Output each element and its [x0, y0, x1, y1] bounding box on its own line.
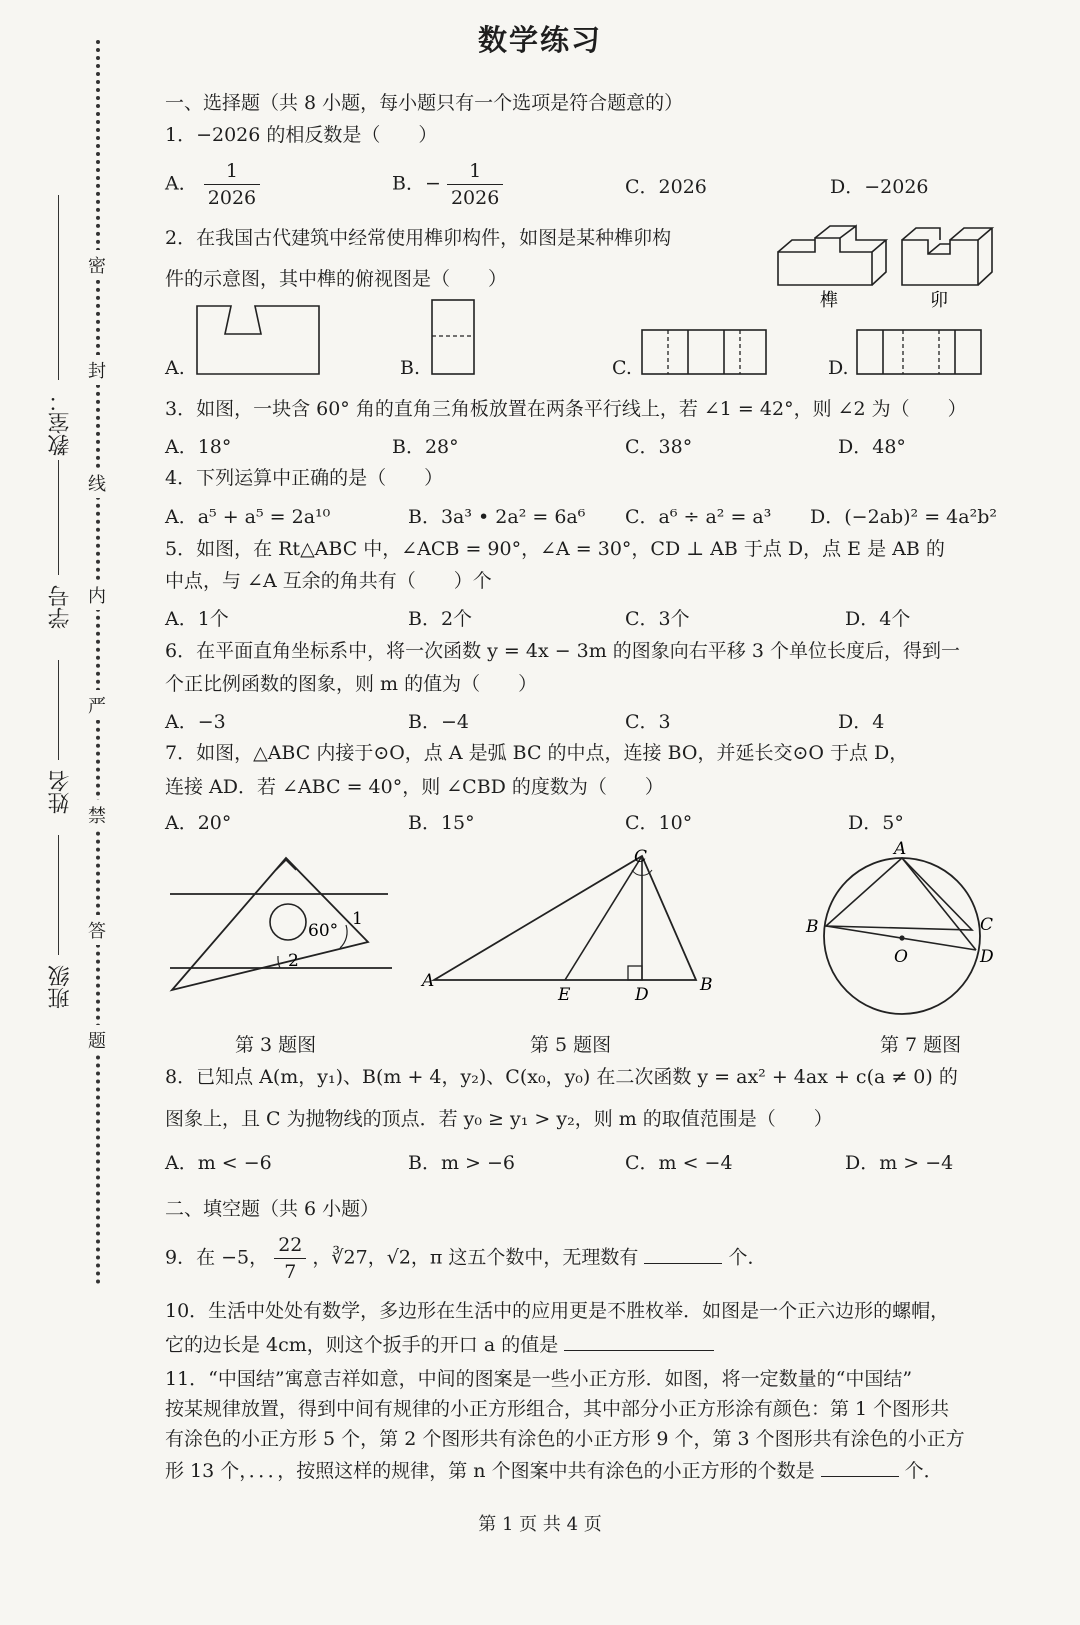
point-d-label: D [980, 947, 994, 967]
q2-option-b[interactable]: B. [400, 357, 421, 379]
q11-text: 形 13 个，．．．，按照这样的规律，第 n 个图案中共有涂色的小正方形的个数是 [165, 1460, 815, 1482]
question-10-line-1: 10．生活中处处有数学，多边形在生活中的应用更是不胜枚举．如图是一个正六边形的螺帽， [165, 1300, 950, 1322]
set-square-hole [270, 904, 306, 940]
q7-option-b[interactable]: B．15° [408, 812, 475, 834]
seal-char: 严 [88, 690, 106, 720]
q11-answer-blank[interactable] [821, 1458, 899, 1477]
fraction-denominator: 7 [284, 1261, 297, 1283]
page-number: 第 1 页 共 4 页 [478, 1514, 602, 1535]
q2-option-d[interactable]: D. [828, 357, 849, 379]
point-a-label: A [894, 839, 907, 859]
center-point [899, 935, 904, 940]
student-id-fill-line[interactable] [58, 460, 59, 575]
q4-option-a[interactable]: A．a⁵ + a⁵ = 2a¹⁰ [165, 506, 331, 528]
mortise-tenon-figure [770, 210, 1010, 310]
triangle-abc [826, 858, 972, 930]
question-4-stem: 4．下列运算中正确的是（ ） [165, 467, 444, 489]
point-o-label: O [894, 947, 908, 967]
q4-option-b[interactable]: B．3a³ • 2a² = 6a⁶ [408, 506, 586, 528]
question-7-line-1: 7．如图，△ABC 内接于⊙O，点 A 是弧 BC 的中点，连接 BO，并延长交⊙O 于点 D， [165, 742, 909, 764]
q3-option-b[interactable]: B．28° [392, 436, 459, 458]
q1-option-a[interactable] [165, 158, 260, 211]
mortise-label: 卯 [930, 290, 948, 310]
figure-5-caption: 第 5 题图 [530, 1034, 612, 1056]
point-d-label: D [635, 985, 649, 1005]
binding-dotted-line [96, 40, 100, 1285]
question-11-line-1: 11．“中国结”寓意吉祥如意，中间的图案是一些小正方形．如图，将一定数量的“中国结” [165, 1368, 913, 1390]
q10-text: 它的边长是 4cm，则这个扳手的开口 a 的值是 [165, 1334, 559, 1356]
section-heading: 一、选择题（共 8 小题，每小题只有一个选项是符合题意的） [165, 92, 684, 114]
q3-option-c[interactable]: C．38° [625, 436, 693, 458]
chord-ad [902, 858, 976, 950]
question-9 [165, 1232, 767, 1285]
q1-option-b[interactable] [392, 158, 503, 211]
classroom-label: 教室： [48, 390, 73, 456]
triangle-abc [434, 856, 696, 980]
fraction [447, 158, 503, 211]
question-1-stem: 1．−2026 的相反数是（ ） [165, 124, 438, 146]
q7-option-c[interactable]: C．10° [625, 812, 693, 834]
question-3-stem: 3．如图，一块含 60° 角的直角三角板放置在两条平行线上，若 ∠1 = 42°，则 ∠2 为（ ） [165, 398, 967, 420]
question-5-line-2: 中点，与 ∠A 互余的角共有（ ）个 [165, 570, 492, 592]
q8-option-d[interactable]: D．m > −4 [845, 1152, 954, 1174]
fraction-denominator: 2026 [207, 187, 257, 209]
point-b-label: B [806, 917, 819, 937]
q8-option-a[interactable]: A．m < −6 [165, 1152, 272, 1174]
q9-answer-blank[interactable] [644, 1245, 722, 1264]
name-fill-line[interactable] [58, 660, 59, 760]
q7-option-a[interactable]: A．20° [165, 812, 232, 834]
q5-option-a[interactable]: A．1个 [165, 608, 229, 630]
question-8-line-1: 8．已知点 A(m，y₁)、B(m + 4，y₂)、C(x₀，y₀) 在二次函数 y = ax² + 4ax + c(a ≠ 0) 的 [165, 1066, 958, 1088]
q6-option-d[interactable]: D．4 [838, 711, 885, 733]
question-6-line-1: 6．在平面直角坐标系中，将一次函数 y = 4x − 3m 的图象向右平移 3 个单位长度后，得到一 [165, 640, 960, 662]
point-a-label: A [422, 971, 435, 991]
q7-option-d[interactable]: D．5° [848, 812, 904, 834]
angle-2-label: 2 [288, 951, 299, 971]
option-label: A． [165, 172, 198, 195]
question-8-line-2: 图象上，且 C 为抛物线的顶点．若 y₀ ≥ y₁ > y₂，则 m 的取值范围是（ ） [165, 1108, 833, 1130]
q6-option-c[interactable]: C．3 [625, 711, 671, 733]
fraction-numerator: 1 [204, 158, 260, 185]
section-heading: 二、填空题（共 6 小题） [165, 1198, 380, 1220]
figure-7 [800, 838, 1020, 1018]
q6-option-a[interactable]: A．−3 [165, 711, 226, 733]
q1-option-c[interactable]: C．2026 [625, 176, 707, 198]
question-6-line-2: 个正比例函数的图象，则 m 的值为（ ） [165, 673, 538, 695]
q2-option-b-figure [430, 298, 480, 378]
point-b-label: B [700, 975, 713, 995]
question-11-line-4 [165, 1458, 943, 1482]
q5-option-d[interactable]: D．4个 [845, 608, 911, 630]
point-e-label: E [558, 985, 571, 1005]
figure-3-caption: 第 3 题图 [235, 1034, 317, 1056]
seal-char: 封 [88, 355, 106, 385]
q3-option-a[interactable]: A．18° [165, 436, 232, 458]
q6-option-b[interactable]: B．−4 [408, 711, 469, 733]
question-11-line-2: 按某规律放置，得到中间有规律的小正方形组合，其中部分小正方形涂有颜色：第 1 个图形共 [165, 1398, 950, 1420]
point-c-label: C [980, 915, 994, 935]
angle-1-label: 1 [352, 909, 363, 929]
tenon-label: 榫 [820, 290, 838, 310]
figure-7-caption: 第 7 题图 [880, 1034, 962, 1056]
q8-option-c[interactable]: C．m < −4 [625, 1152, 733, 1174]
figure-5 [420, 848, 720, 1008]
student-id-label: 学号 [48, 585, 73, 629]
classroom-fill-line[interactable] [58, 195, 59, 380]
option-label: B．− [392, 172, 441, 195]
question-5-line-1: 5．如图，在 Rt△ABC 中，∠ACB = 90°，∠A = 30°，CD ⊥ AB 于点 D，点 E 是 AB 的 [165, 538, 945, 560]
q5-option-b[interactable]: B．2个 [408, 608, 473, 630]
question-2-line-1: 2．在我国古代建筑中经常使用榫卯构件，如图是某种榫卯构 [165, 227, 672, 249]
q2-option-a[interactable]: A. [165, 357, 185, 379]
q2-option-c[interactable]: C. [612, 357, 632, 379]
q9-text-mid: ，∛27，√2，π 这五个数中，无理数有 [312, 1246, 639, 1269]
class-label: 班级 [48, 965, 73, 1009]
point-c-label: C [634, 848, 648, 867]
tenon-shape [778, 226, 886, 285]
seal-char: 题 [88, 1025, 106, 1055]
class-fill-line[interactable] [58, 835, 59, 955]
seal-char: 线 [88, 468, 106, 498]
question-7-line-2: 连接 AD．若 ∠ABC = 40°，则 ∠CBD 的度数为（ ） [165, 776, 664, 798]
median-ce [565, 856, 642, 980]
fraction-numerator: 22 [274, 1232, 306, 1259]
q2-option-c-figure [640, 328, 770, 378]
fraction [274, 1232, 306, 1285]
seal-char: 内 [88, 580, 106, 610]
q1-option-d[interactable]: D．−2026 [830, 176, 929, 198]
right-angle-mark [628, 966, 642, 980]
q8-option-b[interactable]: B．m > −6 [408, 1152, 515, 1174]
question-11-line-3: 有涂色的小正方形 5 个，第 2 个图形共有涂色的小正方形 9 个，第 3 个图形共有涂色的小正方 [165, 1428, 965, 1450]
q3-option-d[interactable]: D．48° [838, 436, 906, 458]
fraction [204, 158, 260, 211]
q10-answer-blank[interactable] [564, 1332, 714, 1351]
page-title: 数学练习 [477, 23, 602, 57]
seal-char: 密 [88, 250, 106, 280]
question-10-line-2 [165, 1332, 714, 1356]
q4-option-c[interactable]: C．a⁶ ÷ a² = a³ [625, 506, 772, 528]
q9-text-pre: 9．在 −5， [165, 1246, 269, 1269]
fraction-numerator: 1 [447, 158, 503, 185]
q4-option-d[interactable]: D．(−2ab)² = 4a²b² [810, 506, 997, 528]
seal-char: 禁 [88, 800, 106, 830]
q5-option-c[interactable]: C．3个 [625, 608, 690, 630]
angle-60-label: 60° [308, 921, 339, 941]
figure-3 [160, 850, 410, 1010]
q2-option-d-figure [855, 328, 985, 378]
q9-text-post: 个． [728, 1246, 767, 1269]
question-2-line-2: 件的示意图，其中榫的俯视图是（ ） [165, 268, 508, 290]
name-label: 姓名 [48, 770, 73, 814]
fraction-denominator: 2026 [450, 187, 500, 209]
mortise-shape [902, 228, 992, 285]
seal-char: 答 [88, 915, 106, 945]
q11-text-end: 个． [904, 1460, 943, 1482]
q2-option-a-figure [195, 300, 325, 380]
